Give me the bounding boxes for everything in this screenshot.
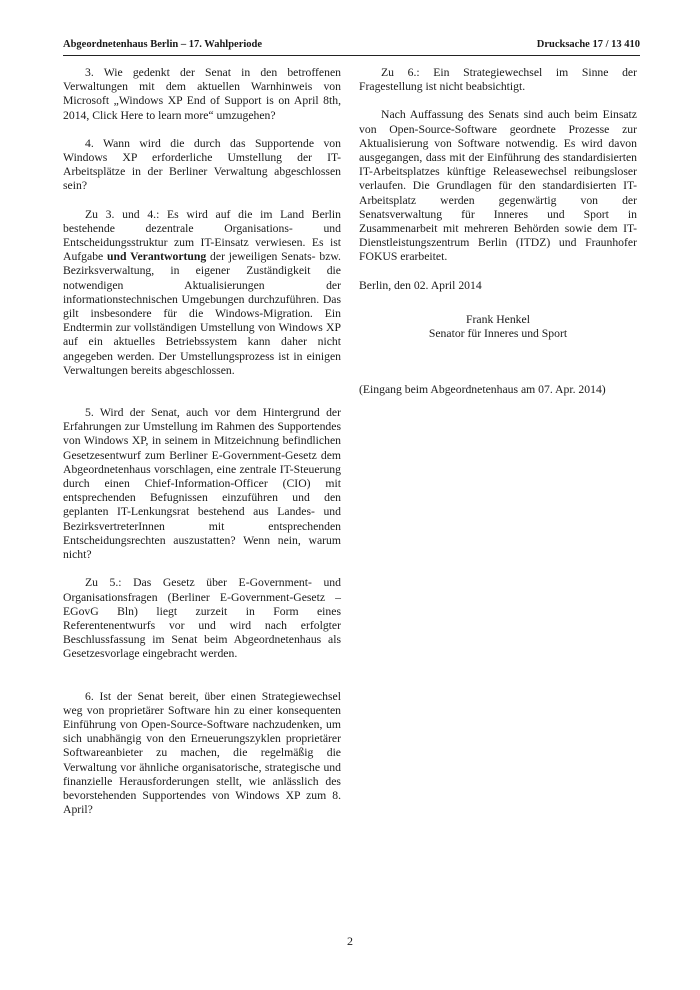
answer-6-intro: Zu 6.: Ein Strategiewechsel im Sinne der Fragestellung ist nicht beabsichtigt. bbox=[359, 66, 637, 94]
answer-3-4-text-a: Zu 3. und 4.: Es wird auf die im Land Berlin bestehende dezentrale Organisations- und Entscheidungsstruktur zum IT-Einsatz verwiesen. Es ist Aufgabe bbox=[63, 207, 341, 264]
question-4: 4. Wann wird die durch das Supportende von Windows XP erforderliche Umstellung der IT-Arbeitsplätze in der Berliner Verwaltung abgeschlossen sein? bbox=[63, 136, 341, 193]
receipt-note: (Eingang beim Abgeordnetenhaus am 07. Apr. 2014) bbox=[359, 383, 606, 397]
question-5: 5. Wird der Senat, auch vor dem Hintergrund der Erfahrungen zur Umstellung im Rahmen des Supportendes von Windows XP, in seinem in Mitzeichnung befindlichen Gesetzesentwurf zum Berliner E-Government-Gesetz dem Abgeordnetenhaus vorschlagen, eine zentrale IT-Steuerung durch einen Chief-Information-Officer (CIO) mit entsprechenden Befugnissen einzuführen und den geplanten IT-Lenkungsrat bestehend aus Landes- und BezirksvertreterInnen mit entsprechenden Entscheidungsrechten auszustatten? Wenn nein, warum nicht? bbox=[63, 406, 341, 562]
signer-name: Frank Henkel bbox=[466, 312, 530, 326]
answer-3-4-bold: und Verantwortung bbox=[107, 250, 207, 264]
place-date: Berlin, den 02. April 2014 bbox=[359, 278, 482, 292]
answer-5: Zu 5.: Das Gesetz über E-Government- und Organisationsfragen (Berliner E-Government-Gesetz – EGovG Bln) liegt zurzeit in Form eines Referentenentwurfs vor und wird nach erfolgter Beschlussfassung im Senat beim Abgeordnetenhaus als Gesetzesvorlage eingebracht werden. bbox=[63, 576, 341, 661]
question-3: 3. Wie gedenkt der Senat in den betroffenen Verwaltungen mit dem aktuellen Warnhinweis von Microsoft „Windows XP End of Support is on April 8th, 2014, Click Here to learn more“ umzugehen? bbox=[63, 66, 341, 122]
header-rule bbox=[63, 55, 640, 56]
answer-3-4-text-b: der jeweiligen Senats- bzw. Bezirksverwaltung, in eigener Zuständigkeit die notwendigen Aktualisierungen der informationstechnischen Umgebungen durchzuführen. Das gilt insbesondere für die Windows-Migration. Ein Endtermin zur vollständigen Umstellung von Windows XP auf ein aktuelles Betriebssystem kann daher nicht angegeben werden. Der Umstellungsprozess ist in einigen Verwaltungen bereits abgeschlossen. bbox=[63, 250, 341, 377]
page-number: 2 bbox=[347, 934, 353, 948]
header-document-number: Drucksache 17 / 13 410 bbox=[536, 39, 640, 50]
question-6: 6. Ist der Senat bereit, über einen Strategiewechsel weg von proprietärer Software hin zu einer konsequenten Einführung von Open-Source-Software nachzudenken, um sich unabhängig von den Erneuerungszyklen proprietärer Softwareanbieter zu machen, die regelmäßig die Verwaltung vor ähnliche organisatorische, strategische und finanzielle Herausforderungen stellt, wie anlässlich des bevorstehenden Supportendes von Windows XP zum 8. April? bbox=[63, 689, 341, 817]
answer-3-4 bbox=[63, 208, 341, 378]
answer-6-body: Nach Auffassung des Senats sind auch beim Einsatz von Open-Source-Software geordnete Prozesse zur Aktualisierung von Software notwendig. Es wird davon ausgegangen, dass mit der Einführung des standardisierten IT-Arbeitsplatzes künftige Releasewechsel reibungsloser verlaufen. Die Grundlagen für den standardisierten IT-Arbeitsplatz werden gegenwärtig von der Senatsverwaltung für Inneres und Sport in Zusammenarbeit mit mehreren Behörden sowie dem IT-Dienstleistungszentrum Berlin (ITDZ) und Fraunhofer FOKUS erarbeitet. bbox=[359, 108, 637, 264]
signer-title: Senator für Inneres und Sport bbox=[428, 327, 568, 341]
right-column bbox=[359, 66, 637, 397]
left-column bbox=[63, 66, 341, 817]
header-parliament: Abgeordnetenhaus Berlin – 17. Wahlperiode bbox=[63, 39, 263, 50]
page-header bbox=[63, 39, 640, 55]
